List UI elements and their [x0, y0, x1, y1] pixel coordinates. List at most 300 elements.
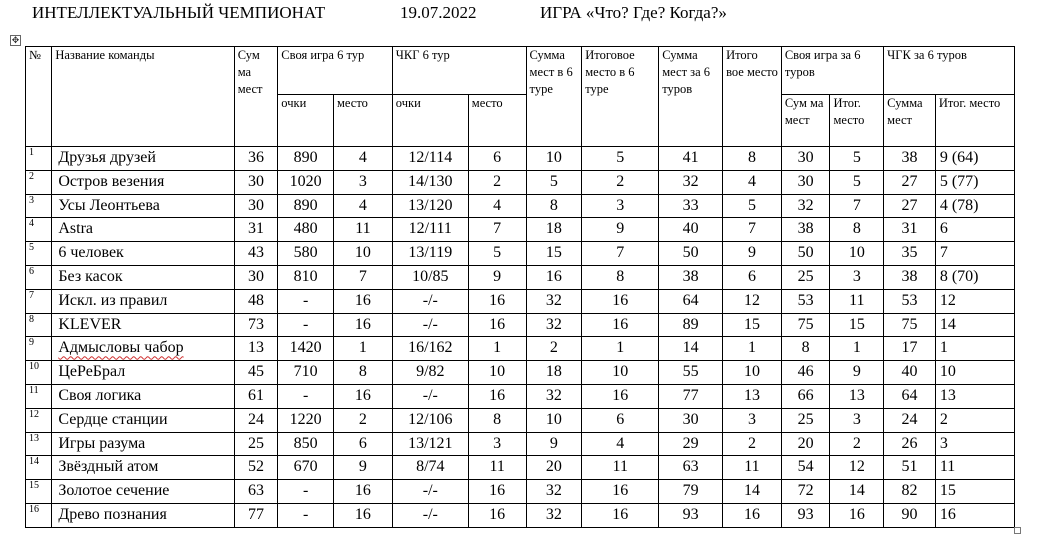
chgk-final-place	[935, 194, 1014, 218]
chgk-points-text: 13/120	[408, 196, 453, 214]
own-game-place-text: 16	[354, 291, 371, 309]
final-place-text: 9	[747, 244, 756, 262]
chgk-final-place	[935, 503, 1014, 527]
sum-places-round-6	[526, 337, 582, 361]
sum-places-round-6	[526, 170, 582, 194]
final-place-round-6-text: 1	[616, 339, 625, 357]
final-place	[723, 242, 782, 266]
own-game-sum-places-text: 53	[797, 291, 814, 309]
final-place-text: 3	[747, 410, 756, 428]
own-game-place	[334, 194, 393, 218]
chgk-place	[468, 337, 526, 361]
team-name-text: Искл. из правил	[58, 291, 168, 309]
row-number	[26, 265, 52, 289]
chgk-final-place	[935, 408, 1014, 432]
row-number	[26, 242, 52, 266]
sum-places-6-rounds	[659, 503, 723, 527]
own-game-final-place-text: 3	[852, 267, 861, 285]
team-name-text: Игры разума	[58, 434, 146, 452]
own-game-sum-places	[781, 218, 830, 242]
team-name-text: Звёздный атом	[58, 458, 159, 476]
header-own-game-place: место	[334, 95, 393, 147]
sum-places	[234, 170, 278, 194]
final-place-round-6	[582, 337, 659, 361]
chgk-points-text: 16/162	[408, 339, 453, 357]
chgk-points	[392, 170, 468, 194]
own-game-place	[334, 384, 393, 408]
row-number-text: 5	[29, 242, 34, 254]
final-place-text: 13	[743, 386, 760, 404]
chgk-sum-places	[884, 408, 936, 432]
header-final-place: Итого вое место	[723, 47, 782, 147]
own-game-final-place-text: 1	[852, 339, 861, 357]
final-place	[723, 170, 782, 194]
final-place	[723, 503, 782, 527]
final-place-text: 4	[747, 172, 756, 190]
team-name-text: 6 человек	[58, 244, 124, 262]
team-name-text: Своя логика	[58, 386, 142, 404]
row-number-text: 13	[29, 432, 39, 444]
team-name	[52, 218, 234, 242]
team-name	[52, 194, 234, 218]
row-number	[26, 361, 52, 385]
chgk-final-place-text: 4 (78)	[939, 196, 979, 214]
own-game-sum-places	[781, 170, 830, 194]
chgk-place-text: 10	[489, 363, 506, 381]
team-name-text: Древо познания	[58, 505, 167, 523]
own-game-final-place-text: 13	[848, 386, 865, 404]
own-game-final-place-text: 3	[852, 410, 861, 428]
own-game-final-place	[830, 313, 884, 337]
chgk-place	[468, 265, 526, 289]
final-place-round-6	[582, 503, 659, 527]
sum-places-round-6	[526, 194, 582, 218]
chgk-sum-places-text: 31	[901, 220, 918, 238]
team-name	[52, 384, 234, 408]
own-game-final-place-text: 12	[848, 458, 865, 476]
chgk-sum-places	[884, 432, 936, 456]
own-game-points-text: 1420	[289, 339, 322, 357]
final-place-text: 6	[747, 267, 756, 285]
results-table	[25, 46, 1015, 528]
sum-places-6-rounds	[659, 408, 723, 432]
sum-places-6-rounds-text: 14	[682, 339, 699, 357]
own-game-final-place	[830, 265, 884, 289]
sum-places-text: 61	[248, 386, 265, 404]
row-number-text: 8	[29, 313, 34, 325]
table-body	[26, 147, 1015, 528]
chgk-points-text: 10/85	[412, 267, 449, 285]
own-game-place	[334, 289, 393, 313]
sum-places	[234, 408, 278, 432]
sum-places-6-rounds-text: 89	[682, 315, 699, 333]
own-game-sum-places-text: 30	[797, 172, 814, 190]
chgk-sum-places	[884, 480, 936, 504]
own-game-sum-places-text: 32	[797, 196, 814, 214]
sum-places-6-rounds-text: 33	[682, 196, 699, 214]
sum-places-6-rounds-text: 38	[682, 267, 699, 285]
own-game-final-place-text: 16	[848, 505, 865, 523]
sum-places	[234, 456, 278, 480]
final-place-round-6	[582, 361, 659, 385]
own-game-points	[278, 242, 334, 266]
sum-places-round-6-text: 8	[549, 196, 558, 214]
own-game-sum-places	[781, 194, 830, 218]
own-game-points-text: -	[302, 315, 309, 333]
own-game-final-place	[830, 432, 884, 456]
own-game-points	[278, 384, 334, 408]
chgk-place	[468, 218, 526, 242]
final-place-round-6-text: 16	[612, 482, 629, 500]
own-game-place-text: 16	[354, 482, 371, 500]
chgk-sum-places-text: 17	[901, 339, 918, 357]
own-game-points	[278, 265, 334, 289]
table-row	[26, 456, 1015, 480]
chgk-sum-places	[884, 242, 936, 266]
header-chgk-sum-places: Сумма мест	[884, 95, 936, 147]
final-place-round-6	[582, 456, 659, 480]
sum-places-text: 30	[248, 267, 265, 285]
own-game-final-place-text: 9	[852, 363, 861, 381]
sum-places-text: 30	[248, 172, 265, 190]
own-game-points	[278, 313, 334, 337]
chgk-place	[468, 242, 526, 266]
move-cross-icon[interactable]: ✥	[11, 35, 20, 45]
own-game-final-place-text: 5	[852, 149, 861, 166]
chgk-points	[392, 456, 468, 480]
own-game-place	[334, 361, 393, 385]
own-game-points	[278, 147, 334, 171]
row-number-text: 1	[29, 147, 34, 158]
sum-places-text: 63	[248, 482, 265, 500]
final-place-round-6-text: 16	[612, 291, 629, 309]
own-game-sum-places-text: 30	[797, 149, 814, 166]
sum-places-6-rounds	[659, 265, 723, 289]
final-place-text: 7	[747, 220, 756, 238]
sum-places	[234, 147, 278, 171]
team-name-text: Усы Леонтьева	[58, 196, 160, 214]
chgk-points	[392, 218, 468, 242]
chgk-place	[468, 408, 526, 432]
chgk-sum-places-text: 38	[901, 267, 918, 285]
own-game-points-text: 810	[293, 267, 318, 285]
sum-places-round-6-text: 32	[545, 482, 562, 500]
team-name-text: Золотое сечение	[58, 482, 170, 500]
sum-places-text: 36	[248, 149, 265, 166]
own-game-points	[278, 337, 334, 361]
sum-places-round-6-text: 18	[545, 363, 562, 381]
chgk-place	[468, 503, 526, 527]
chgk-final-place-text: 16	[939, 505, 956, 523]
sum-places-text: 52	[248, 458, 265, 476]
sum-places-text: 43	[248, 244, 265, 262]
chgk-place-text: 6	[493, 149, 502, 166]
chgk-sum-places	[884, 289, 936, 313]
header-sum-places-round-6: Сумма мест в 6 туре	[526, 47, 582, 147]
chgk-points-text: 12/111	[408, 220, 452, 238]
chgk-sum-places-text: 53	[901, 291, 918, 309]
sum-places-round-6	[526, 384, 582, 408]
sum-places	[234, 242, 278, 266]
own-game-sum-places-text: 38	[797, 220, 814, 238]
sum-places	[234, 218, 278, 242]
own-game-points	[278, 480, 334, 504]
sum-places-round-6	[526, 408, 582, 432]
chgk-points-text: -/-	[422, 505, 438, 523]
chgk-final-place	[935, 361, 1014, 385]
team-name-text: ЦеРеБрал	[58, 363, 126, 381]
own-game-final-place	[830, 384, 884, 408]
row-number	[26, 503, 52, 527]
own-game-place	[334, 265, 393, 289]
team-name-text: Друзья друзей	[58, 149, 156, 166]
chgk-points	[392, 242, 468, 266]
chgk-sum-places-text: 26	[901, 434, 918, 452]
final-place	[723, 265, 782, 289]
table-header-row-top	[26, 47, 1015, 95]
table-row	[26, 147, 1015, 171]
chgk-final-place	[935, 170, 1014, 194]
sum-places	[234, 194, 278, 218]
header-chgk-6-rounds: ЧГК за 6 туров	[884, 47, 1015, 95]
final-place-round-6-text: 3	[616, 196, 625, 214]
final-place	[723, 313, 782, 337]
sum-places-6-rounds	[659, 456, 723, 480]
sum-places-6-rounds	[659, 289, 723, 313]
chgk-place-text: 16	[489, 315, 506, 333]
game-name: ИГРА «Что? Где? Когда?»	[540, 3, 727, 22]
final-place-text: 10	[743, 363, 760, 381]
final-place-round-6	[582, 265, 659, 289]
chgk-points-text: 8/74	[416, 458, 445, 476]
row-number-text: 7	[29, 289, 34, 301]
chgk-place-text: 8	[493, 410, 502, 428]
chgk-points	[392, 194, 468, 218]
chgk-final-place	[935, 242, 1014, 266]
sum-places-6-rounds-text: 64	[682, 291, 699, 309]
final-place	[723, 456, 782, 480]
final-place-round-6	[582, 480, 659, 504]
final-place-round-6	[582, 289, 659, 313]
sum-places-6-rounds-text: 79	[682, 482, 699, 500]
chgk-place-text: 16	[489, 505, 506, 523]
final-place-round-6	[582, 242, 659, 266]
chgk-final-place	[935, 384, 1014, 408]
chgk-points	[392, 384, 468, 408]
own-game-final-place	[830, 337, 884, 361]
chgk-place-text: 9	[493, 267, 502, 285]
sum-places	[234, 384, 278, 408]
team-name	[52, 503, 234, 527]
sum-places-round-6	[526, 218, 582, 242]
header-own-game-sum-places: Сум ма мест	[781, 95, 830, 147]
team-name	[52, 408, 234, 432]
own-game-points-text: 480	[293, 220, 318, 238]
chgk-place	[468, 456, 526, 480]
final-place-round-6-text: 16	[612, 386, 629, 404]
chgk-sum-places	[884, 218, 936, 242]
row-number	[26, 289, 52, 313]
chgk-points	[392, 147, 468, 171]
sum-places-text: 30	[248, 196, 265, 214]
sum-places-6-rounds	[659, 194, 723, 218]
chgk-place	[468, 432, 526, 456]
sum-places-6-rounds-text: 63	[682, 458, 699, 476]
own-game-sum-places-text: 20	[797, 434, 814, 452]
row-number-text: 12	[29, 408, 39, 420]
chgk-sum-places	[884, 313, 936, 337]
own-game-place	[334, 242, 393, 266]
own-game-place	[334, 503, 393, 527]
final-place	[723, 194, 782, 218]
own-game-points	[278, 432, 334, 456]
row-number	[26, 313, 52, 337]
chgk-sum-places-text: 51	[901, 458, 918, 476]
own-game-place-text: 16	[354, 505, 371, 523]
own-game-sum-places	[781, 408, 830, 432]
chgk-sum-places	[884, 170, 936, 194]
sum-places-text: 24	[248, 410, 265, 428]
table-row	[26, 170, 1015, 194]
own-game-place-text: 7	[358, 267, 367, 285]
table-row	[26, 218, 1015, 242]
sum-places-6-rounds	[659, 337, 723, 361]
table-row	[26, 408, 1015, 432]
final-place-round-6-text: 9	[616, 220, 625, 238]
chgk-final-place-text: 10	[939, 363, 956, 381]
own-game-final-place	[830, 147, 884, 171]
chgk-sum-places-text: 24	[901, 410, 918, 428]
own-game-place-text: 6	[358, 434, 367, 452]
sum-places-round-6	[526, 147, 582, 171]
event-date: 19.07.2022	[400, 3, 477, 22]
sum-places-round-6	[526, 265, 582, 289]
row-number	[26, 408, 52, 432]
sum-places-round-6-text: 32	[545, 386, 562, 404]
row-number-text: 11	[29, 384, 39, 396]
sum-places-text: 73	[248, 315, 265, 333]
row-number-text: 2	[29, 170, 34, 182]
table-resize-handle[interactable]	[1014, 527, 1021, 534]
row-number-text: 14	[29, 456, 39, 468]
sum-places-round-6-text: 32	[545, 505, 562, 523]
final-place-text: 1	[747, 339, 756, 357]
final-place-text: 11	[744, 458, 760, 476]
chgk-place	[468, 289, 526, 313]
chgk-place-text: 16	[489, 291, 506, 309]
final-place-round-6-text: 7	[616, 244, 625, 262]
chgk-final-place	[935, 147, 1014, 171]
sum-places	[234, 480, 278, 504]
chgk-points-text: 12/106	[408, 410, 453, 428]
sum-places-text: 13	[248, 339, 265, 357]
header-chgk-place: место	[468, 95, 526, 147]
own-game-place-text: 10	[354, 244, 371, 262]
final-place-round-6-text: 11	[612, 458, 628, 476]
header-number: №	[26, 47, 52, 147]
own-game-sum-places	[781, 313, 830, 337]
final-place-text: 2	[747, 434, 756, 452]
sum-places-round-6	[526, 289, 582, 313]
own-game-final-place-text: 7	[852, 196, 861, 214]
final-place-round-6-text: 2	[616, 172, 625, 190]
own-game-place	[334, 456, 393, 480]
chgk-place	[468, 480, 526, 504]
own-game-place	[334, 480, 393, 504]
own-game-final-place	[830, 408, 884, 432]
header-sum-places: Сум ма мест	[234, 47, 278, 147]
chgk-place-text: 5	[493, 244, 502, 262]
own-game-sum-places	[781, 337, 830, 361]
row-number-text: 6	[29, 265, 34, 277]
table-row	[26, 242, 1015, 266]
sum-places	[234, 313, 278, 337]
own-game-final-place	[830, 361, 884, 385]
final-place-round-6-text: 6	[616, 410, 625, 428]
sum-places-6-rounds-text: 32	[682, 172, 699, 190]
team-name	[52, 361, 234, 385]
chgk-final-place-text: 11	[939, 458, 956, 476]
chgk-points	[392, 289, 468, 313]
row-number-text: 16	[29, 503, 39, 515]
chgk-final-place-text: 7	[939, 244, 948, 262]
own-game-points-text: -	[302, 291, 309, 309]
chgk-sum-places-text: 64	[901, 386, 918, 404]
chgk-place-text: 1	[493, 339, 502, 357]
own-game-points	[278, 289, 334, 313]
row-number	[26, 170, 52, 194]
table-row	[26, 384, 1015, 408]
chgk-points-text: 9/82	[416, 363, 445, 381]
own-game-place	[334, 147, 393, 171]
chgk-final-place-text: 3	[939, 434, 948, 452]
chgk-points	[392, 503, 468, 527]
row-number	[26, 194, 52, 218]
own-game-place-text: 4	[358, 149, 367, 166]
sum-places-6-rounds	[659, 147, 723, 171]
own-game-final-place	[830, 242, 884, 266]
chgk-place	[468, 361, 526, 385]
row-number-text: 9	[29, 337, 34, 349]
own-game-final-place	[830, 289, 884, 313]
header-own-game-round-6: Своя игра 6 тур	[278, 47, 393, 95]
own-game-sum-places-text: 46	[797, 363, 814, 381]
row-number-text: 10	[29, 361, 39, 373]
chgk-final-place-text: 12	[939, 291, 956, 309]
team-name-text: Astra	[58, 220, 93, 238]
row-number	[26, 337, 52, 361]
own-game-sum-places-text: 93	[797, 505, 814, 523]
sum-places-round-6-text: 2	[549, 339, 558, 357]
final-place-round-6-text: 16	[612, 505, 629, 523]
chgk-place	[468, 194, 526, 218]
team-name	[52, 242, 234, 266]
sum-places-text: 77	[248, 505, 265, 523]
chgk-place-text: 2	[493, 172, 502, 190]
own-game-sum-places	[781, 361, 830, 385]
chgk-points	[392, 480, 468, 504]
own-game-points	[278, 194, 334, 218]
chgk-sum-places	[884, 456, 936, 480]
chgk-final-place	[935, 313, 1014, 337]
sum-places-round-6-text: 15	[545, 244, 562, 262]
final-place	[723, 480, 782, 504]
table-row	[26, 265, 1015, 289]
sum-places	[234, 337, 278, 361]
chgk-final-place-text: 5 (77)	[939, 172, 979, 190]
sum-places-round-6	[526, 361, 582, 385]
table-row	[26, 480, 1015, 504]
